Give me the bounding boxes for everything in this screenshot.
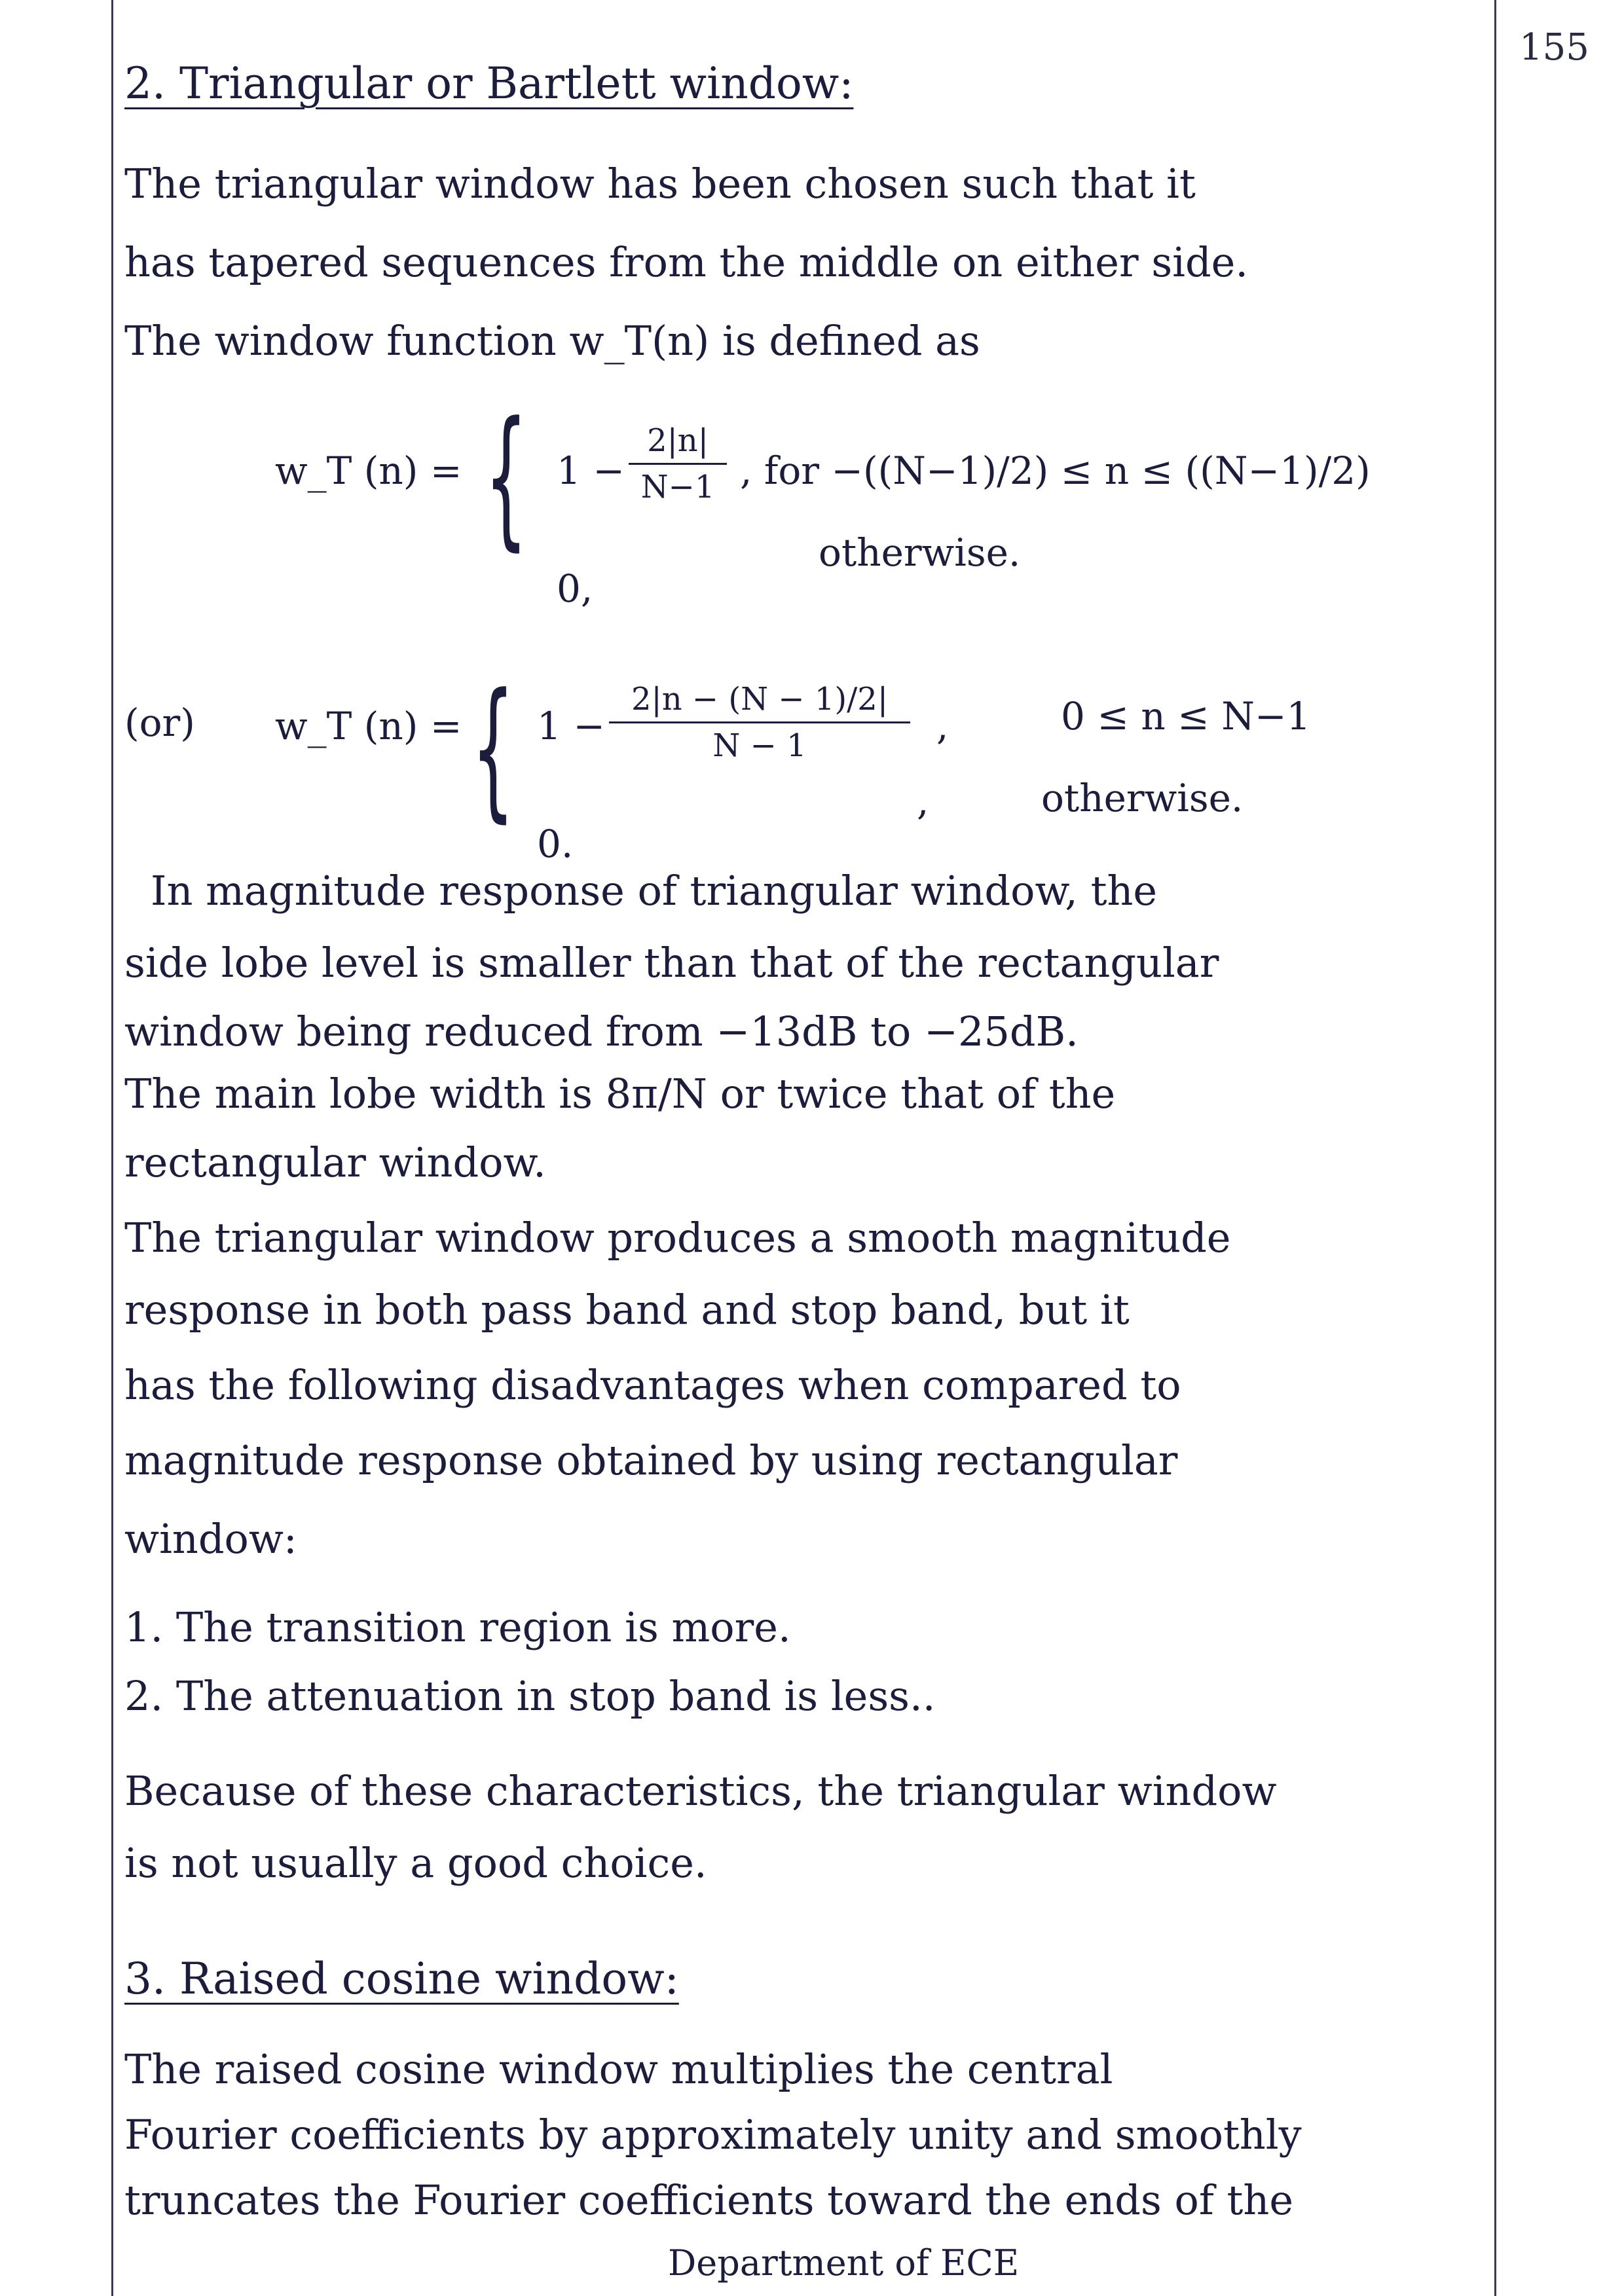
section-heading-triangular: 2. Triangular or Bartlett window: <box>124 58 854 109</box>
paragraph-line: window being reduced from −13dB to −25dB. <box>124 1008 1079 1055</box>
equation-1-fraction <box>629 422 727 505</box>
equation-2-brace: { <box>471 662 515 837</box>
equation-2-case1-prefix: 1 − <box>537 704 605 748</box>
equation-2-lhs: w_T (n) = <box>275 704 462 748</box>
equation-1-case1-prefix: 1 − <box>557 448 625 493</box>
intro-line: has tapered sequences from the middle on either side. <box>124 238 1249 286</box>
paragraph-line: side lobe level is smaller than that of the rectangular <box>124 939 1219 987</box>
equation-2-case2-value: 0. <box>537 822 574 866</box>
intro-line: The window function w_T(n) is defined as <box>124 317 980 365</box>
list-item: 2. The attenuation in stop band is less.. <box>124 1672 936 1720</box>
equation-1-denominator: N−1 <box>640 469 715 505</box>
page-number: 155 <box>1519 26 1589 69</box>
equation-1-numerator: 2|n| <box>629 422 727 465</box>
equation-1-lhs: w_T (n) = <box>275 448 462 493</box>
equation-2-case1-condition: 0 ≤ n ≤ N−1 <box>1061 694 1311 738</box>
equation-1-brace: { <box>485 390 528 565</box>
equation-1-case2-condition: otherwise. <box>819 530 1021 575</box>
equation-1-case1-condition: , for −((N−1)/2) ≤ n ≤ ((N−1)/2) <box>740 448 1371 493</box>
body-line: Fourier coefficients by approximately unity and smoothly <box>124 2111 1302 2159</box>
equation-2-numerator: 2|n − (N − 1)/2| <box>609 681 910 723</box>
intro-line: The triangular window has been chosen such that it <box>124 160 1196 208</box>
paragraph-line: window: <box>124 1515 297 1563</box>
equation-2-prefix: (or) <box>124 701 195 745</box>
equation-2-case2-condition: otherwise. <box>1041 776 1244 820</box>
paragraph-line: has the following disadvantages when compared to <box>124 1361 1181 1409</box>
paragraph-line: The main lobe width is 8π/N or twice that of the <box>124 1070 1116 1118</box>
page-footer: Department of ECE <box>668 2242 1020 2284</box>
equation-2-denominator: N − 1 <box>712 727 807 764</box>
paragraph-line: In magnitude response of triangular window, the <box>151 867 1158 915</box>
right-margin-rule <box>1494 0 1496 2296</box>
equation-2-fraction <box>609 681 910 764</box>
paragraph-line: rectangular window. <box>124 1139 546 1186</box>
section-heading-raised-cosine: 3. Raised cosine window: <box>124 1954 679 2004</box>
conclusion-line: Because of these characteristics, the triangular window <box>124 1767 1277 1815</box>
conclusion-line: is not usually a good choice. <box>124 1839 707 1887</box>
left-margin-rule <box>111 0 113 2296</box>
paragraph-line: response in both pass band and stop band, but it <box>124 1286 1130 1334</box>
body-line: truncates the Fourier coefficients toward the ends of the <box>124 2176 1294 2224</box>
list-item: 1. The transition region is more. <box>124 1603 791 1651</box>
body-line: The raised cosine window multiplies the central <box>124 2045 1113 2093</box>
equation-2-comma: , <box>936 704 949 748</box>
paragraph-line: magnitude response obtained by using rectangular <box>124 1436 1178 1484</box>
equation-1-case2-value: 0, <box>557 566 593 611</box>
equation-2-comma: , <box>917 779 929 824</box>
paragraph-line: The triangular window produces a smooth magnitude <box>124 1214 1231 1262</box>
